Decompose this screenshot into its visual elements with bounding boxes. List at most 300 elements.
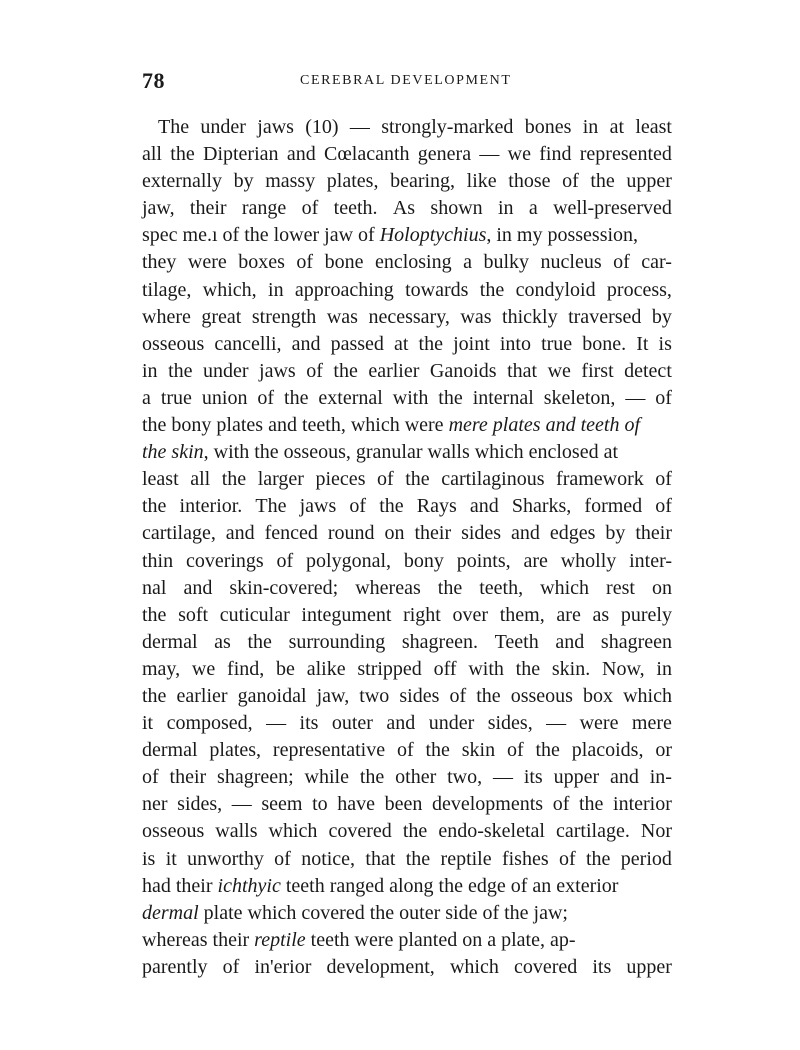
word: unworthy — [187, 847, 264, 870]
word: cartilaginous — [441, 468, 545, 491]
word: at — [609, 116, 624, 138]
word: the — [333, 359, 358, 382]
word: pieces — [315, 468, 366, 491]
text-line — [142, 846, 672, 873]
word: Teeth — [494, 630, 539, 653]
word: osseous — [142, 332, 205, 355]
word: the — [142, 495, 167, 518]
word: into — [499, 332, 531, 355]
word: right — [403, 603, 441, 626]
word: dermal — [142, 739, 198, 762]
running-head: CEREBRAL DEVELOPMENT — [300, 73, 512, 88]
italic-term: Holoptychius — [379, 224, 487, 247]
word: under — [200, 116, 246, 138]
word: that — [365, 847, 396, 870]
word: while — [304, 766, 349, 789]
word: of — [613, 251, 630, 274]
word: under — [428, 712, 475, 735]
word: their — [189, 197, 227, 220]
text-line — [142, 114, 672, 141]
word: the — [425, 739, 450, 762]
italic-phrase: the skin — [142, 441, 204, 464]
word: upper — [626, 955, 672, 978]
word: the — [142, 684, 167, 707]
word: Rays — [416, 495, 457, 518]
word: bones — [524, 116, 572, 138]
word: jaws — [257, 116, 294, 138]
word: union — [201, 386, 248, 409]
word: teeth. — [333, 197, 378, 220]
text-line — [142, 493, 672, 520]
word: over — [452, 603, 489, 626]
word: skeleton, — [543, 386, 616, 409]
word: dermal — [142, 630, 198, 653]
word: osseous — [510, 684, 573, 707]
text-line — [142, 954, 672, 981]
word: of — [301, 197, 319, 220]
text-line — [142, 466, 672, 493]
word: great — [201, 305, 242, 328]
word: period — [620, 847, 672, 870]
word: off — [433, 657, 457, 680]
word: the — [438, 386, 463, 409]
word: sides, — [177, 793, 223, 816]
word: coverings — [185, 549, 264, 572]
word: massy — [265, 170, 316, 193]
word: earlier — [176, 684, 228, 707]
word: those — [508, 170, 551, 193]
word: thin — [142, 549, 174, 572]
word: cuticular — [219, 603, 290, 626]
word: the — [405, 468, 430, 491]
word: sides, — [487, 712, 533, 735]
text-line — [142, 764, 672, 791]
word: true — [160, 386, 192, 409]
word: Nor — [640, 820, 672, 843]
word: at — [394, 332, 409, 355]
word: was — [460, 305, 492, 328]
word: placoids, — [571, 739, 644, 762]
word: — — [231, 793, 252, 816]
text-line — [142, 304, 672, 331]
word: genera — [417, 143, 472, 166]
text-line — [142, 168, 672, 195]
word: walls — [215, 820, 258, 843]
word: or — [655, 739, 672, 762]
word: represented — [579, 143, 672, 166]
word: externally — [142, 170, 222, 193]
text-line — [142, 791, 672, 818]
word: internal — [472, 386, 534, 409]
word: of — [274, 847, 291, 870]
text-line — [142, 249, 672, 276]
word: them, — [499, 603, 545, 626]
word: we — [191, 657, 216, 680]
text-line — [142, 277, 672, 304]
word: upper — [553, 766, 600, 789]
word: Ganoids — [429, 359, 497, 382]
word: formed — [584, 495, 643, 518]
word: as — [214, 630, 231, 653]
word: the — [590, 170, 615, 193]
word: tilage, — [142, 278, 192, 301]
word: stripped — [357, 657, 422, 680]
word: developments — [432, 793, 544, 816]
word: plates, — [326, 170, 379, 193]
word: bone — [324, 251, 364, 274]
word: — — [479, 143, 500, 166]
text-line — [142, 520, 672, 547]
word: and — [386, 712, 416, 735]
text-line — [142, 710, 672, 737]
word: a — [142, 386, 151, 409]
word: and — [511, 522, 540, 545]
word: the — [418, 332, 443, 355]
word: in'erior — [254, 955, 312, 978]
word: by — [605, 522, 626, 545]
word: of — [552, 793, 570, 816]
word: — — [492, 766, 513, 789]
word: shown — [430, 197, 483, 220]
word: are — [523, 549, 548, 572]
word: it — [165, 847, 177, 870]
word: other — [395, 766, 437, 789]
word: framework — [556, 468, 644, 491]
word: sides — [399, 684, 440, 707]
word: teeth, — [479, 576, 524, 599]
text-line — [142, 818, 672, 845]
word: — — [266, 712, 287, 735]
text-line — [142, 548, 672, 575]
text-line: dermal plate which covered the outer side of the jaw; — [142, 900, 672, 927]
word: purely — [620, 603, 672, 626]
word: car- — [641, 251, 672, 274]
text-line — [142, 656, 672, 683]
word: jaw, — [142, 197, 175, 220]
word: covered — [513, 955, 578, 978]
word: whereas — [355, 576, 421, 599]
word: two — [359, 684, 390, 707]
word: alike — [306, 657, 346, 680]
word: (10) — [305, 116, 339, 138]
word: may, — [142, 657, 181, 680]
word: of — [142, 766, 159, 789]
word: Cœlacanth — [323, 143, 410, 166]
word: shagreen — [600, 630, 672, 653]
word: the — [379, 495, 404, 518]
word: passed — [330, 332, 384, 355]
word: fenced — [264, 522, 318, 545]
text-line: the skin , with the osseous, granular walls which enclosed at — [142, 439, 672, 466]
word: of — [222, 955, 240, 978]
word: notice, — [301, 847, 356, 870]
word: shagreen. — [401, 630, 478, 653]
word: bony — [403, 549, 444, 572]
word: are — [556, 603, 581, 626]
word: with — [392, 386, 429, 409]
word: bulky — [483, 251, 530, 274]
word: their — [414, 522, 452, 545]
word: find, — [227, 657, 265, 680]
word: edges — [549, 522, 596, 545]
word: integument — [301, 603, 392, 626]
word: and — [225, 522, 255, 545]
word: have — [337, 793, 376, 816]
text-line: spec me.ı of the lower jaw of Holoptychius , in my possession, — [142, 222, 672, 249]
word: strength — [251, 305, 317, 328]
word: by — [651, 305, 672, 328]
word: and — [286, 143, 316, 166]
word: plates, — [209, 739, 262, 762]
word: ner — [142, 793, 168, 816]
word: were — [579, 712, 619, 735]
word: in — [656, 657, 672, 680]
word: of — [562, 170, 579, 193]
word: skin. — [551, 657, 591, 680]
word: bone. — [582, 332, 627, 355]
word: strongly-marked — [381, 116, 514, 138]
word: cartilage. — [555, 820, 630, 843]
word: in- — [649, 766, 672, 789]
text-line — [142, 575, 672, 602]
word: the — [284, 386, 309, 409]
word: we — [507, 143, 531, 166]
word: towards — [405, 278, 469, 301]
word: the — [437, 576, 463, 599]
word: which — [268, 820, 318, 843]
page-header — [142, 68, 670, 102]
word: the — [142, 603, 167, 626]
word: interior. — [179, 495, 243, 518]
word: by — [233, 170, 254, 193]
word: — — [546, 712, 567, 735]
word: we — [547, 359, 571, 382]
word: Dipterian — [203, 143, 279, 166]
word: of — [655, 386, 672, 409]
word: the — [476, 684, 501, 707]
word: cartilage, — [142, 522, 216, 545]
word: approaching — [294, 278, 394, 301]
word: and — [469, 495, 499, 518]
word: where — [142, 305, 191, 328]
page-number: 78 — [142, 68, 165, 93]
word: necessary, — [368, 305, 450, 328]
word: be — [276, 657, 295, 680]
word: the — [578, 793, 604, 816]
body-text — [142, 114, 672, 981]
word: true — [541, 332, 573, 355]
word: skin-covered; — [229, 576, 339, 599]
word: the — [535, 739, 560, 762]
word: the — [479, 278, 505, 301]
word: in — [497, 197, 514, 220]
word: of — [506, 739, 524, 762]
word: It — [636, 332, 649, 355]
word: mere — [631, 712, 672, 735]
word: of — [655, 495, 672, 518]
word: process, — [606, 278, 672, 301]
word: round — [327, 522, 375, 545]
word: — — [349, 116, 370, 138]
word: sides — [461, 522, 502, 545]
word: of — [449, 684, 467, 707]
word: rest — [606, 576, 635, 599]
word: polygonal, — [306, 549, 392, 572]
word: upper — [626, 170, 672, 193]
word: the — [170, 143, 195, 166]
word: they — [142, 251, 177, 274]
word: find — [539, 143, 572, 166]
word: seem — [261, 793, 303, 816]
word: with — [468, 657, 504, 680]
word: of — [306, 359, 323, 382]
text-line: had their ichthyic teeth ranged along the edge of an exterior — [142, 873, 672, 900]
word: of — [396, 739, 414, 762]
word: larger — [257, 468, 304, 491]
word: inter- — [629, 549, 672, 572]
word: interior — [613, 793, 672, 816]
word: the — [515, 657, 541, 680]
italic-phrase: mere plates and teeth of — [448, 414, 640, 437]
word: its — [299, 712, 319, 735]
word: were — [187, 251, 227, 274]
text-line — [142, 683, 672, 710]
word: two, — [447, 766, 483, 789]
word: jaw, — [316, 684, 350, 707]
word: it — [142, 712, 154, 735]
word: parently — [142, 955, 208, 978]
word: which, — [202, 278, 257, 301]
word: osseous — [142, 820, 205, 843]
word: representative — [272, 739, 386, 762]
word: in — [268, 278, 284, 301]
word: which — [623, 684, 672, 707]
word: of — [257, 386, 275, 409]
word: as — [592, 603, 610, 626]
word: joint — [453, 332, 490, 355]
word: boxes — [238, 251, 285, 274]
word: their — [635, 522, 672, 545]
word: the — [405, 847, 431, 870]
italic-term: ichthyic — [217, 874, 281, 897]
word: of — [276, 549, 294, 572]
text-line: the bony plates and teeth, which were mere plates and teeth of — [142, 412, 672, 439]
italic-term: dermal — [142, 901, 199, 924]
word: wholly — [560, 549, 617, 572]
word: the — [359, 766, 385, 789]
word: and — [555, 630, 585, 653]
word: fishes — [501, 847, 549, 870]
word: their — [169, 766, 207, 789]
word: external — [318, 386, 383, 409]
word: all — [142, 143, 162, 166]
word: — — [625, 386, 646, 409]
text-line: whereas their reptile teeth were planted on a plate, ap- — [142, 927, 672, 954]
word: and — [291, 332, 321, 355]
text-line — [142, 629, 672, 656]
word: condyloid — [515, 278, 596, 301]
word: in — [142, 359, 158, 382]
text-line — [142, 602, 672, 629]
word: Now, — [602, 657, 645, 680]
word: As — [392, 197, 416, 220]
word: and — [183, 576, 213, 599]
word: on — [384, 522, 405, 545]
word: on — [651, 576, 672, 599]
word: development, — [326, 955, 435, 978]
word: first — [581, 359, 614, 382]
word: Sharks, — [511, 495, 572, 518]
word: which — [540, 576, 590, 599]
word: points, — [456, 549, 511, 572]
text-line — [142, 331, 672, 358]
word: enclosing — [374, 251, 452, 274]
word: that — [507, 359, 538, 382]
italic-term: reptile — [254, 928, 306, 951]
word: its — [523, 766, 543, 789]
word: the — [402, 820, 428, 843]
word: the — [247, 630, 272, 653]
text-line — [142, 195, 672, 222]
word: the — [221, 468, 247, 491]
word: nal — [142, 576, 167, 599]
word: of — [377, 468, 394, 491]
word: The — [158, 116, 190, 138]
text-line — [142, 385, 672, 412]
word: of — [558, 847, 576, 870]
word: soft — [178, 603, 209, 626]
word: nucleus — [540, 251, 602, 274]
text-line — [142, 358, 672, 385]
word: of — [296, 251, 314, 274]
word: cancelli, — [214, 332, 282, 355]
word: earlier — [368, 359, 420, 382]
word: covered — [328, 820, 392, 843]
word: all — [190, 468, 211, 491]
word: range — [241, 197, 287, 220]
word: been — [384, 793, 423, 816]
word: the — [586, 847, 611, 870]
word: is — [142, 847, 156, 870]
word: skin — [461, 739, 496, 762]
word: like — [466, 170, 497, 193]
word: ganoidal — [237, 684, 307, 707]
word: is — [658, 332, 672, 355]
word: surrounding — [288, 630, 386, 653]
word: detect — [624, 359, 672, 382]
word: least — [142, 468, 179, 491]
word: thickly — [502, 305, 558, 328]
text-line — [142, 737, 672, 764]
word: and — [609, 766, 639, 789]
text-line — [142, 141, 672, 168]
word: well-preserved — [553, 197, 672, 220]
word: shagreen; — [217, 766, 294, 789]
word: in — [582, 116, 599, 138]
word: a — [528, 197, 538, 220]
word: which — [449, 955, 499, 978]
word: composed, — [166, 712, 253, 735]
word: to — [312, 793, 328, 816]
word: reptile — [440, 847, 492, 870]
word: bearing, — [390, 170, 456, 193]
word: of — [655, 468, 672, 491]
word: box — [583, 684, 614, 707]
word: its — [592, 955, 612, 978]
word: the — [168, 359, 193, 382]
word: traversed — [568, 305, 642, 328]
word: under — [203, 359, 249, 382]
